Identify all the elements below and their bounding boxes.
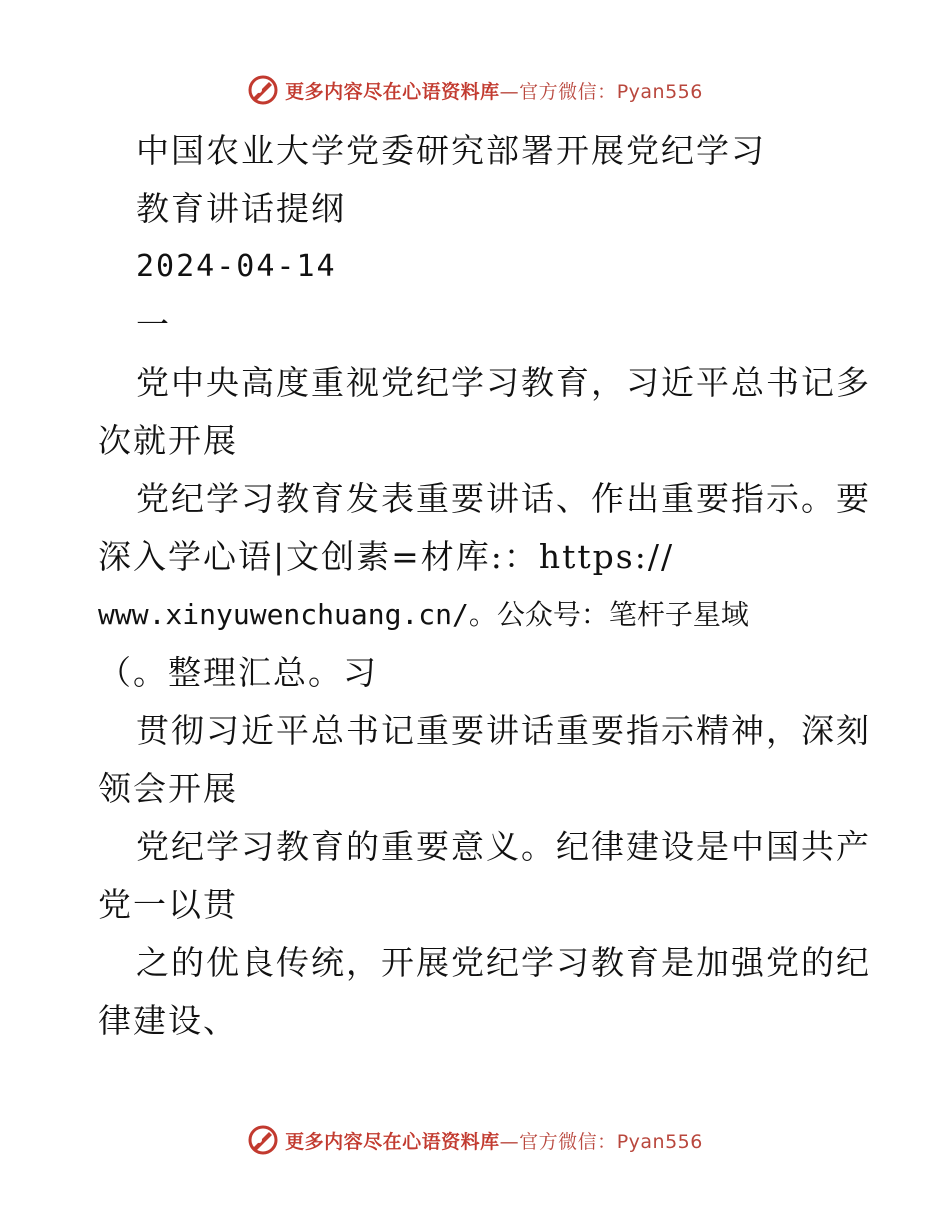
banner-wechat-id: Pyan556	[616, 1130, 703, 1153]
paragraph-line: 领会开展	[98, 769, 238, 808]
document-body	[98, 122, 871, 1050]
paragraph-line: www.xinyuwenchuang.cn/。公众号：笔杆子星域	[98, 598, 749, 631]
paragraph-line: 党纪学习教育的重要意义。纪律建设是中国共产	[136, 827, 871, 866]
banner-main-text: 更多内容尽在心语资料库	[285, 1130, 500, 1153]
banner-separator: —	[499, 1130, 520, 1153]
pen-logo-icon	[247, 1124, 279, 1156]
footer-watermark-banner	[0, 1120, 950, 1160]
paragraph-line: 党一以贯	[98, 885, 238, 924]
banner-text	[285, 77, 703, 104]
paragraph-line: 党中央高度重视党纪学习教育，习近平总书记多	[136, 363, 871, 402]
paragraph-line: 党纪学习教育发表重要讲话、作出重要指示。要	[136, 479, 871, 518]
paragraph-line: 律建设、	[98, 1001, 238, 1040]
pen-logo-icon	[247, 74, 279, 106]
header-watermark-banner	[0, 70, 950, 110]
banner-wechat-label: 官方微信：	[519, 1130, 617, 1153]
doc-title-line-1: 中国农业大学党委研究部署开展党纪学习	[136, 131, 766, 170]
paragraph-line: 之的优良传统，开展党纪学习教育是加强党的纪	[136, 943, 871, 982]
banner-wechat-id: Pyan556	[616, 80, 703, 103]
paragraph-line: （。整理汇总。习	[98, 653, 378, 692]
banner-text	[285, 1127, 703, 1154]
banner-main-text: 更多内容尽在心语资料库	[285, 80, 500, 103]
banner-separator: —	[499, 80, 520, 103]
doc-date: 2024-04-14	[136, 249, 337, 284]
paragraph-line: 贯彻习近平总书记重要讲话重要指示精神，深刻	[136, 711, 871, 750]
paragraph-line: 次就开展	[98, 421, 238, 460]
doc-title-line-2: 教育讲话提纲	[136, 189, 346, 228]
banner-wechat-label: 官方微信：	[519, 80, 617, 103]
section-heading: 一	[136, 305, 171, 344]
paragraph-line: 深入学心语|文创素=材库:：https://	[98, 537, 675, 576]
